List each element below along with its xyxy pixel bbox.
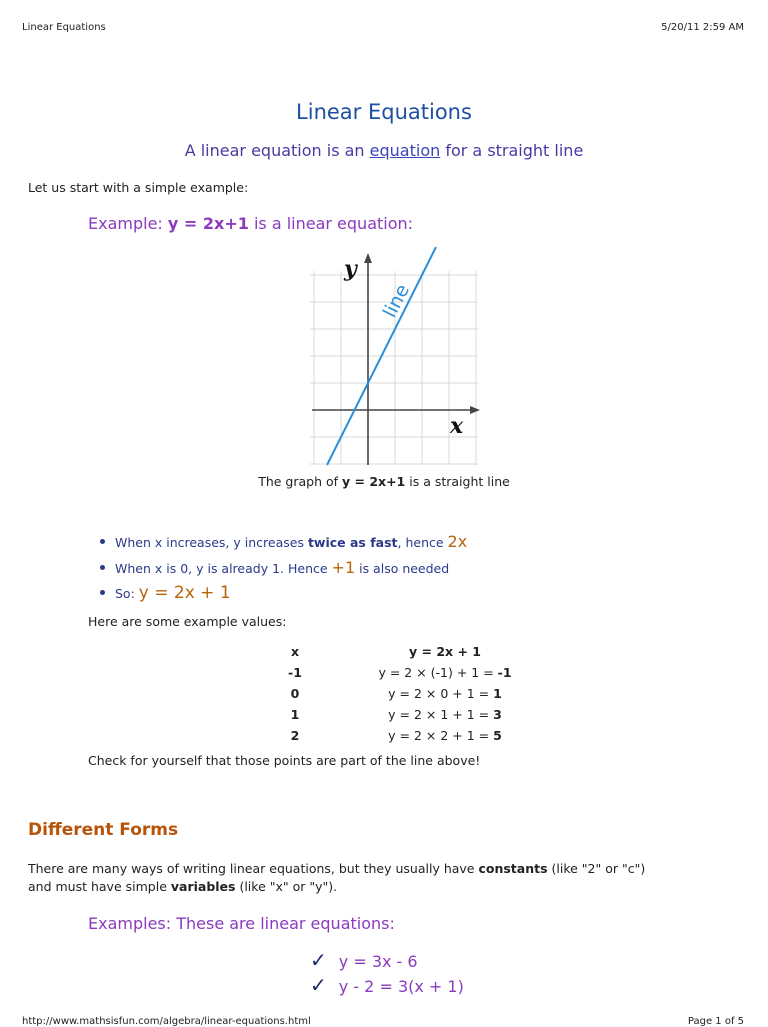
linear-graph — [300, 245, 500, 467]
example-equation-1 — [310, 948, 418, 972]
bullet-2-tail: is also needed — [355, 561, 450, 576]
table-expr: y = 2 × 0 + 1 = — [388, 686, 494, 701]
forms-bold-constants: constants — [478, 861, 548, 876]
examples-heading: Examples: These are linear equations: — [88, 914, 395, 933]
example-suffix: is a linear equation: — [248, 214, 414, 233]
table-row — [260, 662, 560, 683]
forms-text: and must have simple — [28, 879, 171, 894]
bullet-3 — [100, 583, 231, 603]
example-equation-2 — [310, 973, 464, 997]
check-text: Check for yourself that those points are part of the line above! — [88, 753, 481, 768]
bullet-dot-icon — [100, 590, 105, 595]
print-footer-url: http://www.mathsisfun.com/algebra/linear-equations.html — [22, 1016, 311, 1027]
table-cell-y — [330, 704, 560, 725]
bullet-3-text: So: — [115, 586, 139, 601]
bullet-2 — [100, 558, 449, 577]
bullet-dot-icon — [100, 539, 105, 544]
line-label: line — [378, 280, 415, 322]
bullet-1 — [100, 532, 467, 551]
values-intro: Here are some example values: — [88, 614, 287, 629]
caption-before: The graph of — [258, 474, 342, 489]
table-cell-x: 1 — [290, 707, 300, 722]
x-axis-label: x — [450, 413, 464, 439]
bullet-1-text: When x increases, y increases — [115, 535, 308, 550]
table-result: 3 — [493, 707, 502, 722]
subtitle-text-after: for a straight line — [440, 141, 584, 160]
table-row — [260, 725, 560, 746]
table-cell-x: 0 — [290, 686, 300, 701]
bullet-1-bold: twice as fast — [307, 535, 398, 550]
forms-paragraph-line-1 — [28, 861, 645, 876]
table-header-y: y = 2x + 1 — [409, 644, 481, 659]
page-title: Linear Equations — [296, 100, 472, 124]
forms-paragraph-line-2 — [28, 879, 337, 894]
y-axis-label: y — [344, 256, 357, 282]
table-row — [260, 704, 560, 725]
table-result: 5 — [493, 728, 502, 743]
checkmark-icon: ✓ — [310, 948, 327, 972]
caption-equation: y = 2x+1 — [342, 474, 406, 489]
intro-text: Let us start with a simple example: — [28, 180, 249, 195]
example-heading — [88, 214, 413, 233]
subtitle-text-before: A linear equation is an — [184, 141, 370, 160]
table-result: -1 — [497, 665, 512, 680]
table-header-x: x — [290, 644, 300, 659]
bullet-2-big: +1 — [331, 558, 356, 577]
print-header-date: 5/20/11 2:59 AM — [661, 22, 744, 33]
forms-text: (like "x" or "y"). — [235, 879, 338, 894]
table-row — [260, 683, 560, 704]
forms-text: (like "2" or "c") — [547, 861, 646, 876]
forms-text: There are many ways of writing linear equations, but they usually have — [28, 861, 479, 876]
bullet-2-text: When x is 0, y is already 1. Hence — [115, 561, 332, 576]
table-result: 1 — [493, 686, 502, 701]
table-cell-y — [330, 725, 560, 746]
table-cell-y — [330, 683, 560, 704]
table-cell-x: 2 — [290, 728, 300, 743]
checkmark-icon: ✓ — [310, 973, 327, 997]
page-subtitle — [0, 141, 768, 160]
equation-link[interactable]: equation — [369, 141, 441, 160]
table-expr: y = 2 × 1 + 1 = — [388, 707, 494, 722]
forms-bold-variables: variables — [170, 879, 236, 894]
print-header-title: Linear Equations — [22, 22, 106, 33]
table-cell-y — [330, 662, 560, 683]
table-expr: y = 2 × 2 + 1 = — [388, 728, 494, 743]
bullet-dot-icon — [100, 565, 105, 570]
print-footer-page: Page 1 of 5 — [687, 1016, 744, 1027]
table-expr: y = 2 × (-1) + 1 = — [378, 665, 498, 680]
bullet-1-big: 2x — [447, 532, 468, 551]
example-equation: y = 2x+1 — [167, 214, 249, 233]
x-axis-arrow — [470, 406, 480, 414]
example-equation-text: y = 3x - 6 — [338, 952, 418, 971]
section-heading: Different Forms — [28, 820, 179, 840]
example-prefix: Example: — [88, 214, 168, 233]
caption-after: is a straight line — [405, 474, 510, 489]
values-table — [260, 641, 560, 746]
y-axis-arrow — [364, 253, 372, 263]
bullet-3-big: y = 2x + 1 — [138, 583, 231, 603]
table-cell-x: -1 — [288, 665, 302, 680]
bullet-1-tail: , hence — [397, 535, 448, 550]
example-equation-text: y - 2 = 3(x + 1) — [338, 977, 464, 996]
table-header-row — [260, 641, 560, 662]
graph-caption — [0, 474, 768, 489]
